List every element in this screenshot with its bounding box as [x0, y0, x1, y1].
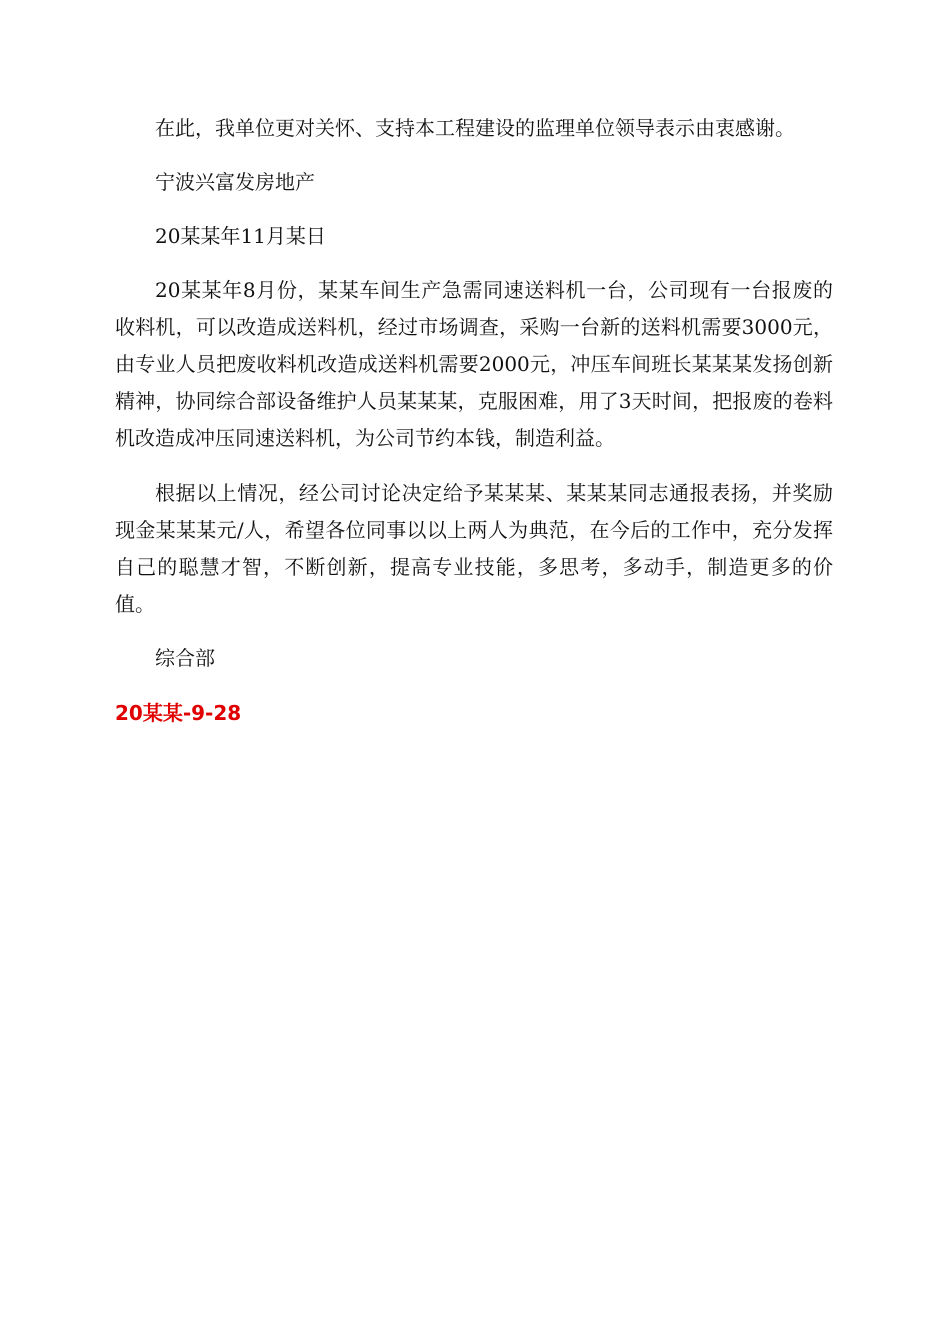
footer-date: 20某某-9-28	[115, 701, 242, 725]
signature-company: 宁波兴富发房地产	[155, 170, 315, 194]
department-signature: 综合部	[155, 646, 215, 670]
thanks-paragraph: 在此，我单位更对关怀、支持本工程建设的监理单位领导表示由衷感谢。	[155, 116, 795, 140]
decision-paragraph: 根据以上情况，经公司讨论决定给予某某某、某某某同志通报表扬，并奖励现金某某某元/人，希望各位同事以以上两人为典范，在今后的工作中，充分发挥自己的聪慧才智，不断创新，提高专业技能，多思考，多动手，制造更多的价值。	[115, 481, 833, 616]
commendation-paragraph: 20某某年8月份，某某车间生产急需同速送料机一台，公司现有一台报废的收料机，可以改造成送料机，经过市场调查，采购一台新的送料机需要3000元，由专业人员把废收料机改造成送料机需要2000元，冲压车间班长某某某发扬创新精神，协同综合部设备维护人员某某某，克服困难，用了3天时间，把报废的卷料机改造成冲压同速送料机，为公司节约本钱，制造利益。	[115, 278, 833, 450]
document-body	[115, 110, 833, 732]
signature-date: 20某某年11月某日	[155, 224, 326, 248]
